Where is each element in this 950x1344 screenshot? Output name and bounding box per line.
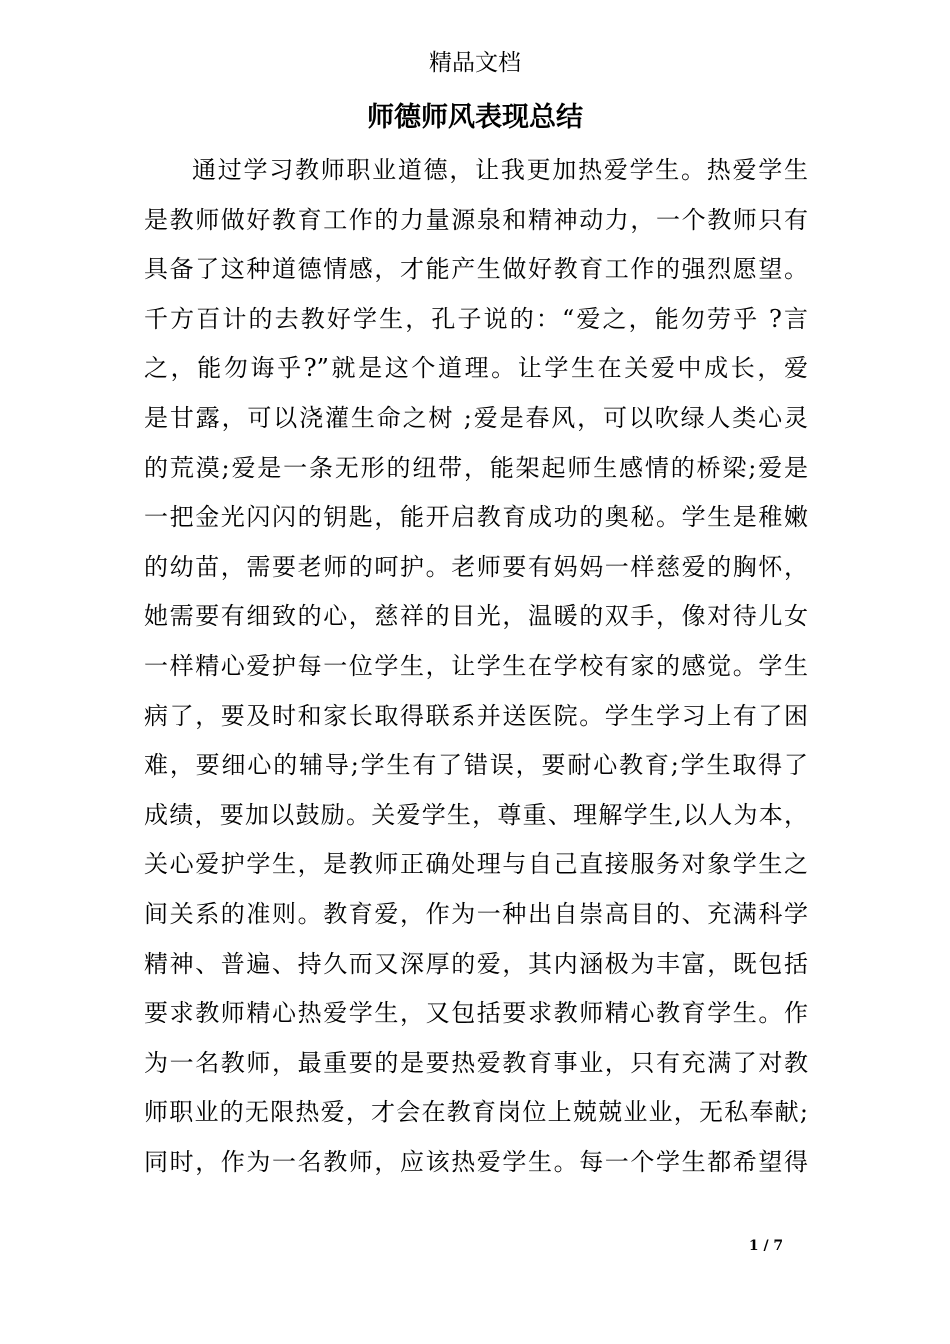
body-line: 同时，作为一名教师，应该热爱学生。每一个学生都希望得 <box>144 1147 808 1176</box>
body-line: 为一名教师，最重要的是要热爱教育事业，只有充满了对教 <box>144 1048 808 1077</box>
body-line: 通过学习教师职业道德，让我更加热爱学生。热爱学生 <box>192 156 808 184</box>
body-line: 具备了这种道德情感，才能产生做好教育工作的强烈愿望。 <box>144 255 808 284</box>
page-header: 精品文档 <box>429 50 521 76</box>
page-number: 1 / 7 <box>748 1238 784 1254</box>
body-line: 千方百计的去教好学生，孔子说的：“爱之，能勿劳乎 ?言 <box>144 304 808 333</box>
body-line: 病了，要及时和家长取得联系并送医院。学生学习上有了困 <box>144 701 808 730</box>
body-line: 是教师做好教育工作的力量源泉和精神动力，一个教师只有 <box>144 205 808 234</box>
body-line: 难，要细心的辅导;学生有了错误，要耐心教育;学生取得了 <box>144 751 808 780</box>
body-line: 一把金光闪闪的钥匙，能开启教育成功的奥秘。学生是稚嫩 <box>144 503 808 532</box>
body-line: 精神、普遍、持久而又深厚的爱，其内涵极为丰富，既包括 <box>144 949 808 978</box>
body-line: 的幼苗，需要老师的呵护。老师要有妈妈一样慈爱的胸怀， <box>144 552 808 581</box>
body-line: 她需要有细致的心，慈祥的目光，温暖的双手，像对待儿女 <box>144 602 808 631</box>
body-line: 关心爱护学生，是教师正确处理与自己直接服务对象学生之 <box>144 850 808 879</box>
document-body <box>144 146 808 1187</box>
body-line: 是甘露，可以浇灌生命之树 ;爱是春风，可以吹绿人类心灵 <box>144 403 808 432</box>
body-line: 之，能勿诲乎?”就是这个道理。让学生在关爱中成长，爱 <box>144 354 808 383</box>
document-title: 师德师风表现总结 <box>367 102 583 133</box>
body-line: 间关系的准则。教育爱，作为一种出自崇高目的、充满科学 <box>144 899 808 928</box>
body-line: 要求教师精心热爱学生，又包括要求教师精心教育学生。作 <box>144 999 808 1028</box>
body-line: 的荒漠;爱是一条无形的纽带，能架起师生感情的桥梁;爱是 <box>144 453 808 482</box>
body-line: 成绩，要加以鼓励。关爱学生，尊重、理解学生,以人为本， <box>144 800 808 829</box>
body-line: 师职业的无限热爱，才会在教育岗位上兢兢业业，无私奉献; <box>144 1098 808 1127</box>
body-line: 一样精心爱护每一位学生，让学生在学校有家的感觉。学生 <box>144 651 808 680</box>
